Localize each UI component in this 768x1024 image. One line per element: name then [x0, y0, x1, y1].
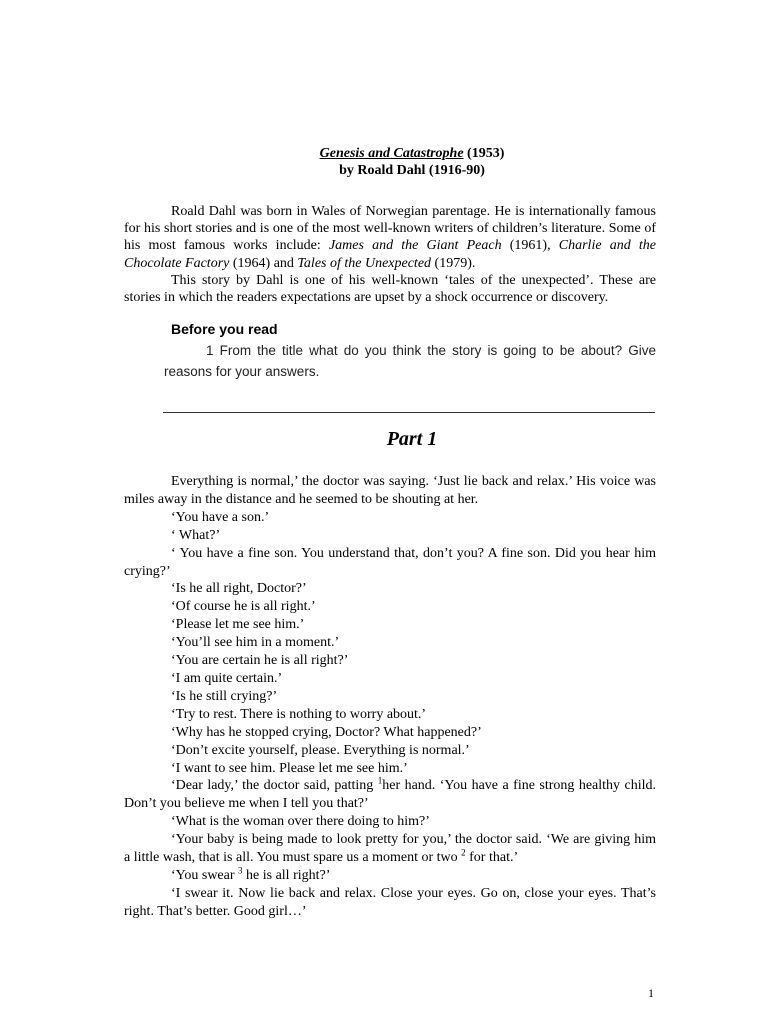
- story-line: [124, 831, 656, 867]
- intro-text: Roald Dahl was born in Wales of Norwegian parentage. He is internationally famous for his short stories and is one of the most well-known writers of children’s literature. Some of his most famous works include:: [124, 204, 656, 254]
- story-line-text: ‘Your baby is being made to look pretty for you,’ the doctor said. ‘We are giving him a little wash, that is all. You must spare us a moment or two: [124, 832, 656, 866]
- book-title: James and the Giant Peach: [328, 238, 502, 254]
- story-line: ‘You have a son.’: [171, 509, 270, 525]
- story-line-text: he is all right?’: [242, 867, 331, 883]
- story-line: ‘I want to see him. Please let me see him.’: [171, 760, 408, 776]
- footnote-marker: 3: [238, 865, 243, 876]
- story-line: ‘I am quite certain.’: [171, 670, 283, 686]
- section-divider: [163, 412, 655, 413]
- title-block: [124, 145, 700, 179]
- story-title-year: (1953): [463, 146, 505, 161]
- book-title: Tales of the Unexpected: [297, 255, 432, 271]
- story-line: ‘ You have a fine son. You understand that, don’t you? A fine son. Did you hear him crying?’: [124, 545, 656, 579]
- before-you-read-heading: Before you read: [171, 321, 278, 337]
- page-number: 1: [648, 986, 654, 1000]
- part-heading: Part 1: [386, 428, 438, 450]
- story-line: ‘Why has he stopped crying, Doctor? What happened?’: [171, 724, 482, 740]
- story-line-text: ‘You swear: [171, 867, 239, 883]
- story-line: ‘What is the woman over there doing to him?’: [171, 814, 430, 830]
- pre-reading-question: 1 From the title what do you think the story is going to be about? Give reasons for your answers.: [164, 343, 656, 379]
- story-line-text: ‘Dear lady,’ the doctor said, patting: [171, 778, 378, 794]
- story-byline: by Roald Dahl (1916-90): [339, 163, 485, 178]
- intro-paragraph-1: [124, 203, 656, 272]
- story-line: [124, 777, 656, 813]
- story-line: [124, 867, 656, 885]
- intro-text: (1964) and: [229, 255, 298, 271]
- intro-section: [124, 203, 656, 306]
- story-line: ‘You are certain he is all right?’: [171, 653, 349, 669]
- story-line: Everything is normal,’ the doctor was saying. ‘Just lie back and relax.’ His voice was miles away in the distance and he seemed to be shouting at her.: [124, 474, 656, 507]
- story-line: ‘Of course he is all right.’: [171, 599, 316, 615]
- intro-paragraph-2: This story by Dahl is one of his well-known ‘tales of the unexpected’. These are stories in which the readers expectations are upset by a shock occurrence or discovery.: [124, 272, 656, 306]
- story-line-text: for that.’: [465, 850, 519, 866]
- story-title: [124, 145, 700, 162]
- story-title-work: Genesis and Catastrophe: [319, 146, 464, 161]
- story-line: ‘Try to rest. There is nothing to worry about.’: [171, 706, 427, 722]
- story-line: ‘Is he all right, Doctor?’: [171, 581, 307, 597]
- story-line: ‘I swear it. Now lie back and relax. Close your eyes. Go on, close your eyes. That’s right. That’s better. Good girl…’: [124, 885, 656, 919]
- story-line: ‘Is he still crying?’: [171, 688, 278, 704]
- intro-text: (1961),: [501, 238, 559, 254]
- story-text: [124, 473, 656, 921]
- story-line: ‘Please let me see him.’: [171, 617, 305, 633]
- footnote-marker: 2: [461, 847, 466, 858]
- story-line: ‘Don’t excite yourself, please. Everything is normal.’: [171, 742, 470, 758]
- footnote-marker: 1: [377, 775, 383, 786]
- book-title: Charlie and the Chocolate Factory: [124, 238, 656, 271]
- story-line: ‘ What?’: [171, 527, 221, 543]
- story-line-text: her hand. ‘You have a fine strong healthy child. Don’t you believe me when I tell you that?’: [124, 778, 656, 812]
- intro-text: (1979).: [431, 255, 476, 271]
- story-line: ‘You’ll see him in a moment.’: [171, 635, 340, 651]
